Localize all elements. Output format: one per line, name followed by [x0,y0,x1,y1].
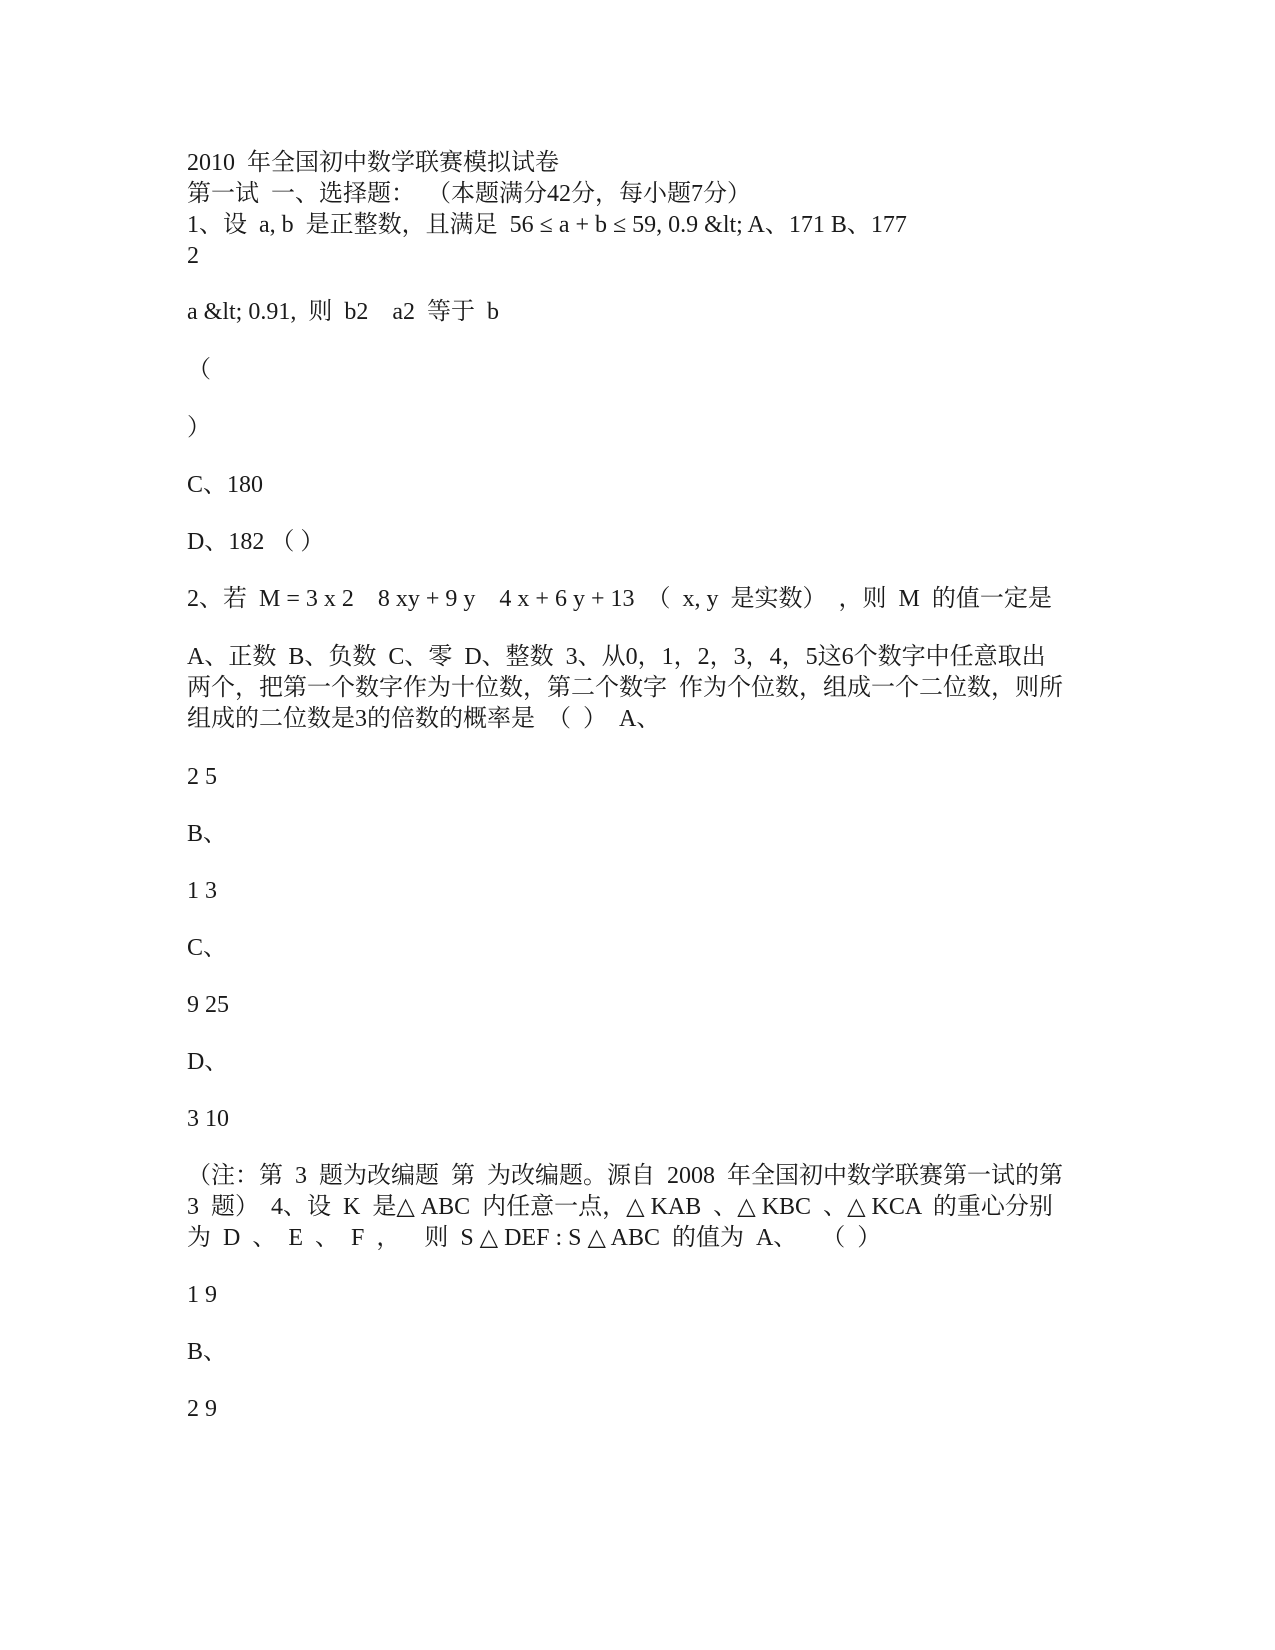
text-line: C、 [187,935,228,961]
text-line: 2 5 [187,764,217,790]
text-line: 第一试 一、选择题： （本题满分42分，每小题7分） [187,181,751,207]
text-line: 1、设 a, b 是正整数，且满足 56 ≤ a + b ≤ 59, 0.9 &lt; A、171 B、177 [187,212,907,238]
text-line: ） [187,415,211,441]
text-line: a &lt; 0.91, 则 b2 a2 等于 b [187,299,499,325]
text-line: 2 9 [187,1396,217,1422]
text-line: （注：第 3 题为改编题 第 为改编题。源自 2008 年全国初中数学联赛第一试的第 [187,1163,1063,1189]
text-line: 两个，把第一个数字作为十位数，第二个数字 作为个位数，组成一个二位数，则所 [187,675,1063,701]
text-line: 3 题） 4、设 K 是△ ABC 内任意一点，△ KAB 、△ KBC 、△ KCA 的重心分别 [187,1194,1053,1220]
text-line: C、180 [187,472,264,498]
text-line: 2、若 M = 3 x 2 8 xy + 9 y 4 x + 6 y + 13 （ x, y 是实数） ，则 M 的值一定是 [187,586,1052,612]
text-line: B、 [187,1339,228,1365]
text-line: D、 [187,1049,229,1075]
text-line: A、正数 B、负数 C、零 D、整数 3、从0，1，2，3，4，5这6个数字中任意取出 [187,644,1046,670]
text-line: 1 3 [187,878,217,904]
text-line: 3 10 [187,1106,229,1132]
text-line: 组成的二位数是3的倍数的概率是 （ ） A、 [187,706,661,732]
text-line: 为 D 、 E 、 F ， 则 S △ DEF : S △ ABC 的值为 A、 （ ） [187,1225,882,1251]
text-line: B、 [187,821,228,847]
text-line: 1 9 [187,1282,217,1308]
text-line: 9 25 [187,992,229,1018]
text-line: 2 [187,243,199,269]
text-line: D、182 （ ） [187,529,325,555]
document-title: 2010 年全国初中数学联赛模拟试卷 [187,150,559,176]
text-line: （ [187,357,211,383]
